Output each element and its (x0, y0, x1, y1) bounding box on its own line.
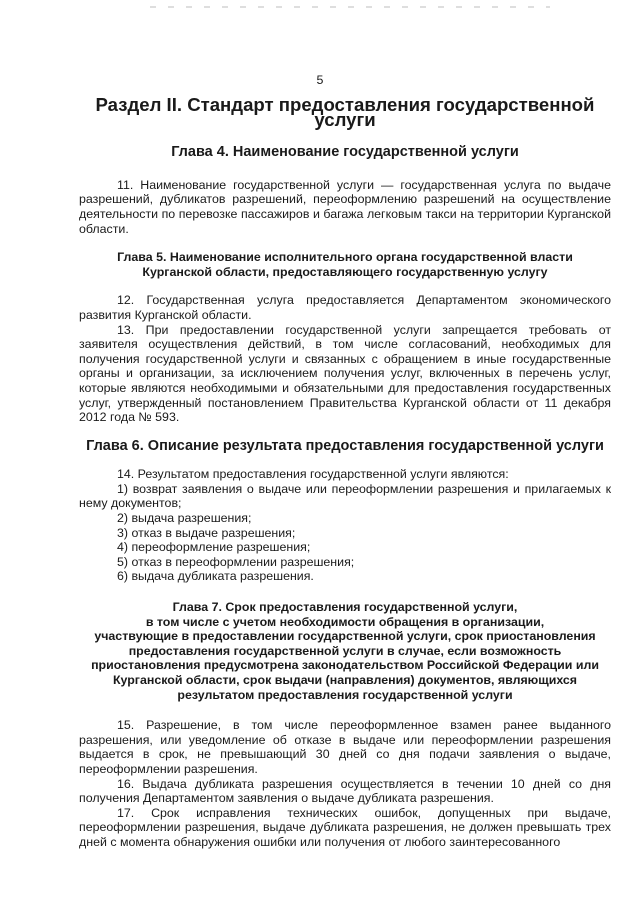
scan-artifact (150, 6, 550, 8)
result-item: 5) отказ в переоформлении разрешения; (117, 554, 355, 569)
paragraph-16: 16. Выдача дубликата разрешения осуществляется в течении 10 дней со дня получения Департаментом заявления о выдаче дубликата разрешения. (79, 776, 611, 806)
result-item: 6) выдача дубликата разрешения. (117, 569, 314, 584)
paragraph-17: 17. Срок исправления технических ошибок, допущенных при выдаче, переоформлении разрешения, выдаче дубликата разрешения, не должен превышать трех дней с момента обнаружения ошибки или получения от любого заинтересованного (79, 805, 611, 849)
chapter-7-heading-line: Глава 7. Срок предоставления государственной услуги, (172, 600, 518, 615)
result-item: 2) выдача разрешения; (117, 511, 252, 526)
paragraph-15: 15. Разрешение, в том числе переоформленное взамен ранее выданного разрешения, или уведомление об отказе в выдаче или переоформлении разрешения выдается в срок, не превышающий 30 дней со дня подачи заявления о выдаче, переоформлении разрешения. (79, 718, 611, 776)
chapter-6-heading: Глава 6. Описание результата предоставления государственной услуги (86, 437, 604, 454)
paragraph-12: 12. Государственная услуга предоставляется Департаментом экономического развития Курганской области. (79, 293, 611, 322)
paragraph-11: 11. Наименование государственной услуги — государственная услуга по выдаче разрешений, дубликатов разрешений, переоформлению разрешений на осуществление деятельности по перевозке пассажиров и багажа легковым такси на территории Курганской области. (79, 177, 611, 236)
chapter-7-heading (79, 600, 611, 702)
chapter-7-heading-line: результатом предоставления государственной услуги (177, 687, 513, 702)
chapter-7-heading-line: приостановления предусмотрена законодательством Российской Федерации или (91, 658, 599, 673)
chapter-5-heading (79, 250, 611, 279)
section-heading: Раздел II. Стандарт предоставления государственной услуги (95, 94, 595, 130)
result-item: 3) отказ в выдаче разрешения; (117, 525, 296, 540)
result-item: 4) переоформление разрешения; (117, 540, 311, 555)
chapter-5-heading-line: Глава 5. Наименование исполнительного органа государственной власти (117, 250, 573, 265)
chapter-7-heading-line: в том числе с учетом необходимости обращения в организации, (145, 614, 545, 629)
result-item: 1) возврат заявления о выдаче или переоформлении разрешения и прилагаемых к нему документов; (79, 481, 611, 511)
chapter-7-heading-line: предоставления государственной услуги в случае, если возможность (128, 643, 562, 658)
paragraph-13: 13. При предоставлении государственной услуги запрещается требовать от заявителя осуществления действий, в том числе согласований, необходимых для получения государственной услуги и связанных с обращением в иные государственные органы и организации, за исключением получения услуг, включенных в перечень услуг, которые являются необходимыми и обязательными для предоставления государственных услуг, утвержденный постановлением Правительства Курганской области от 11 декабря 2012 года № 593. (79, 322, 611, 425)
chapter-7-heading-line: участвующие в предоставлении государственной услуги, срок приостановления (94, 629, 596, 644)
chapter-7-heading-line: Курганской области, срок выдачи (направления) документов, являющихся (112, 673, 578, 687)
chapter-5-heading-line: Курганской области, предоставляющего государственную услугу (142, 264, 548, 279)
chapter-4-heading: Глава 4. Наименование государственной услуги (171, 144, 519, 161)
document-body (79, 94, 611, 850)
paragraph-14-intro: 14. Результатом предоставления государственной услуги являются: (117, 467, 509, 482)
page-number: 5 (316, 73, 324, 87)
